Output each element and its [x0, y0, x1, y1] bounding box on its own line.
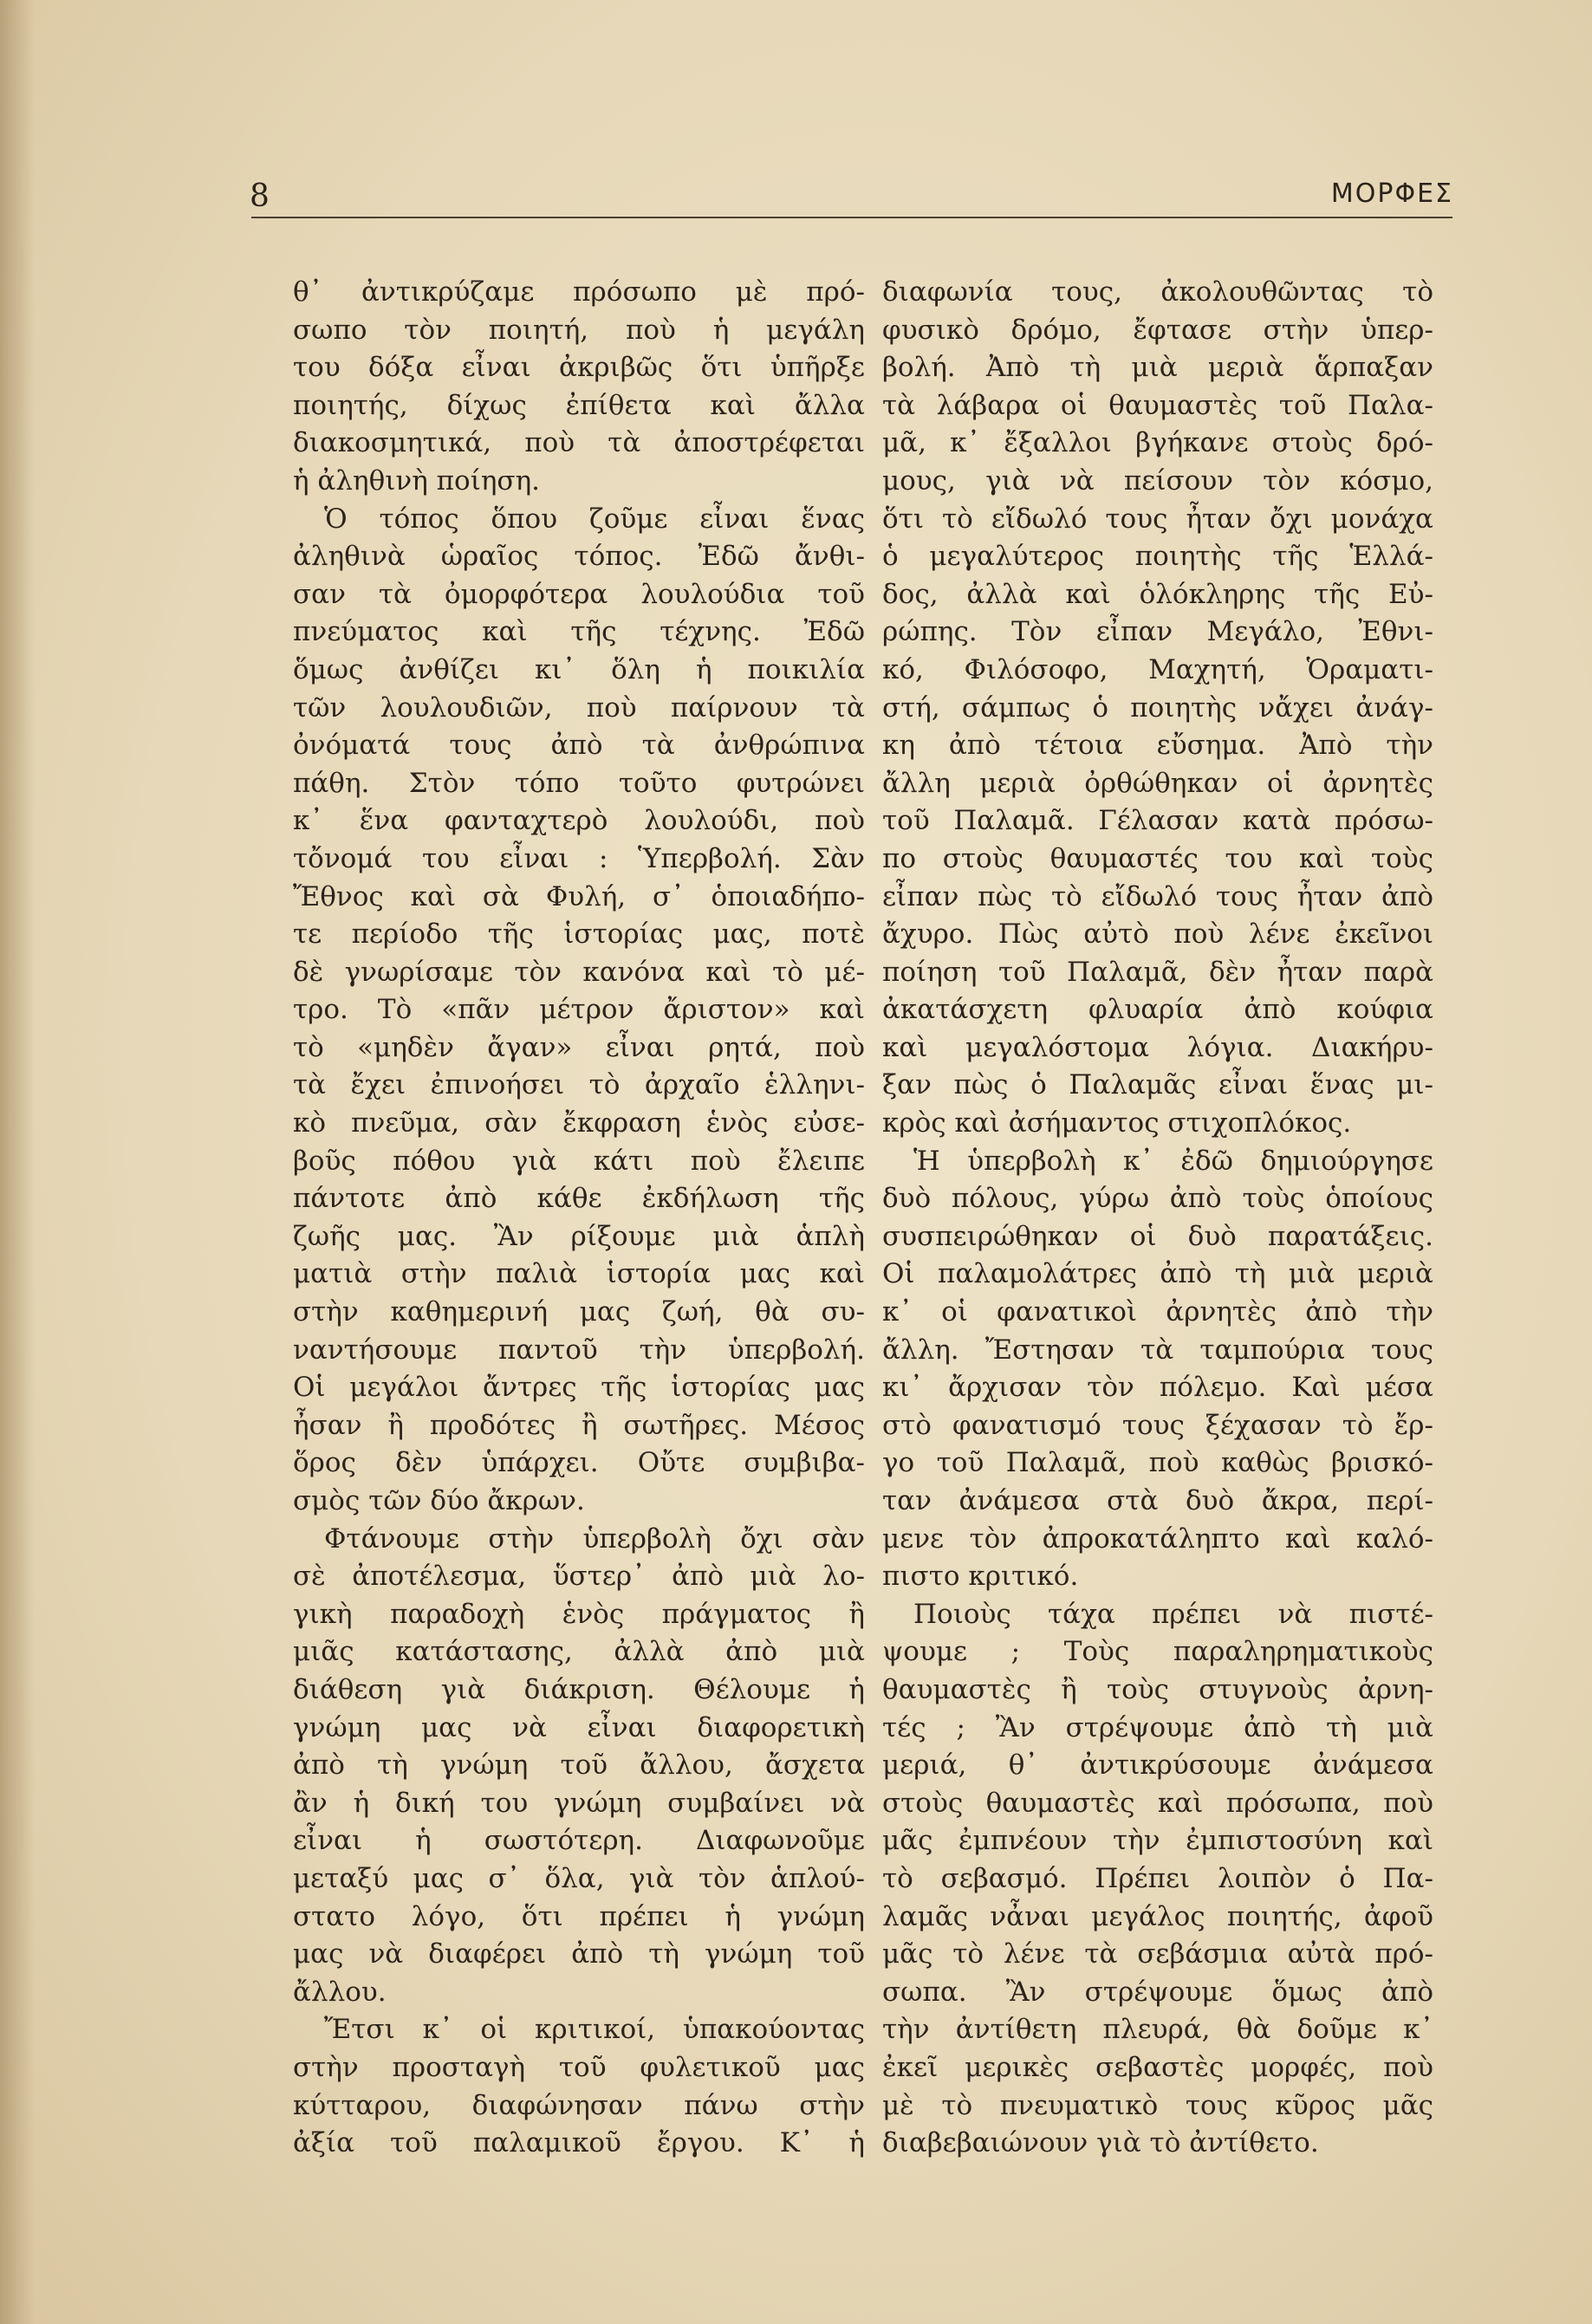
- text-line: φυσικὸ δρόμο, ἔφτασε στὴν ὑπερ-: [882, 314, 1433, 346]
- text-line: γνώμη μας νὰ εἶναι διαφορετικὴ: [293, 1711, 865, 1743]
- text-line: μενε τὸν ἀπροκατάληπτο καὶ καλό-: [882, 1522, 1433, 1555]
- text-line: κύτταρου, διαφώνησαν πάνω στὴν: [293, 2089, 865, 2121]
- text-line: πιστο κριτικό.: [882, 1561, 1079, 1593]
- text-line: τε περίοδο τῆς ἱστορίας μας, ποτὲ: [293, 919, 865, 951]
- page-edge-shadow: [0, 0, 35, 2324]
- text-line: καὶ μεγαλόστομα λόγια. Διακήρυ-: [882, 1031, 1433, 1063]
- text-line: ἂν ἡ δική του γνώμη συμβαίνει νὰ: [293, 1787, 865, 1819]
- text-line: Οἱ μεγάλοι ἄντρες τῆς ἱστορίας μας: [293, 1372, 865, 1404]
- running-head: ΜΟΡΦΕΣ: [1330, 179, 1453, 209]
- text-line: Οἱ παλαμολάτρες ἀπὸ τὴ μιὰ μεριὰ: [882, 1258, 1433, 1290]
- text-line: λαμᾶς νἆναι μεγάλος ποιητής, ἀφοῦ: [882, 1900, 1433, 1932]
- text-line: διάθεση γιὰ διάκριση. Θέλουμε ἡ: [293, 1673, 865, 1705]
- text-line: βοῦς πόθου γιὰ κάτι ποὺ ἔλειπε: [293, 1145, 865, 1177]
- text-line: σωπο τὸν ποιητή, ποὺ ἡ μεγάλη: [293, 314, 865, 346]
- text-line: κ᾿ ἕνα φανταχτερὸ λουλούδι, ποὺ: [293, 805, 865, 837]
- text-line: ὀνόματά τους ἀπὸ τὰ ἀνθρώπινα: [293, 730, 865, 762]
- text-line: ὁ μεγαλύτερος ποιητὴς τῆς Ἑλλά-: [882, 541, 1433, 573]
- text-line: στοὺς θαυμαστὲς καὶ πρόσωπα, ποὺ: [882, 1787, 1433, 1819]
- text-line: τῶν λουλουδιῶν, ποὺ παίρνουν τὰ: [293, 691, 865, 724]
- text-line: θαυμαστὲς ἢ τοὺς στυγνοὺς ἀρνη-: [882, 1673, 1433, 1705]
- text-line: ποίηση τοῦ Παλαμᾶ, δὲν ἦταν παρὰ: [882, 956, 1433, 988]
- left-column: [293, 274, 865, 2163]
- text-line: δὲ γνωρίσαμε τὸν κανόνα καὶ τὸ μέ-: [293, 956, 865, 988]
- text-line: μας νὰ διαφέρει ἀπὸ τὴ γνώμη τοῦ: [293, 1938, 865, 1970]
- text-line: βολή. Ἀπὸ τὴ μιὰ μεριὰ ἅρπαξαν: [882, 352, 1433, 384]
- text-line: Φτάνουμε στὴν ὑπερβολὴ ὄχι σὰν: [324, 1522, 865, 1555]
- text-line: τὄνομά του εἶναι : Ὑπερβολή. Σὰν: [293, 842, 865, 874]
- text-line: κό, Φιλόσοφο, Μαχητή, Ὁραματι-: [882, 653, 1433, 685]
- text-line: τρο. Τὸ «πᾶν μέτρον ἄριστον» καὶ: [293, 994, 865, 1026]
- text-line: τὰ ἔχει ἐπινοήσει τὸ ἀρχαῖο ἑλληνι-: [293, 1069, 865, 1101]
- text-line: ὅτι τὸ εἴδωλό τους ἦταν ὄχι μονάχα: [882, 503, 1433, 535]
- text-line: ἄχυρο. Πὼς αὐτὸ ποὺ λένε ἐκεῖνοι: [882, 919, 1433, 951]
- text-line: δος, ἀλλὰ καὶ ὁλόκληρης τῆς Εὐ-: [882, 578, 1433, 610]
- text-line: στὸ φανατισμό τους ξέχασαν τὸ ἔρ-: [882, 1409, 1433, 1441]
- text-line: Ποιοὺς τάχα πρέπει νὰ πιστέ-: [913, 1598, 1433, 1630]
- text-line: Ὁ τόπος ὅπου ζοῦμε εἶναι ἕνας: [324, 503, 865, 535]
- text-line: πάντοτε ἀπὸ κάθε ἐκδήλωση τῆς: [293, 1183, 865, 1215]
- text-line: ἀκατάσχετη φλυαρία ἀπὸ κούφια: [882, 994, 1433, 1026]
- text-line: Ἡ ὑπερβολὴ κ᾿ ἐδῶ δημιούργησε: [913, 1145, 1433, 1177]
- text-line: ἀξία τοῦ παλαμικοῦ ἔργου. Κ᾿ ἡ: [293, 2127, 865, 2159]
- paragraph: [882, 1143, 1433, 1596]
- text-line: Ἔτσι κ᾿ οἱ κριτικοί, ὑπακούοντας: [324, 2014, 865, 2046]
- text-line: μᾶς τὸ λένε τὰ σεβάσμια αὐτὰ πρό-: [882, 1938, 1433, 1970]
- text-line: μεριά, θ᾿ ἀντικρύσουμε ἀνάμεσα: [882, 1749, 1433, 1782]
- right-column: [882, 274, 1433, 2163]
- text-line: ὅρος δὲν ὑπάρχει. Οὔτε συμβιβα-: [293, 1447, 865, 1479]
- text-line: ὅμως ἀνθίζει κι᾿ ὅλη ἡ ποικιλία: [293, 653, 865, 685]
- text-line: κη ἀπὸ τέτοια εὔσημα. Ἀπὸ τὴν: [882, 730, 1433, 762]
- text-line: ἄλλου.: [293, 1976, 387, 2008]
- header-rule: [251, 217, 1452, 218]
- text-line: τὴν ἀντίθετη πλευρά, θὰ δοῦμε κ᾿: [882, 2014, 1433, 2046]
- text-line: συσπειρώθηκαν οἱ δυὸ παρατάξεις.: [882, 1220, 1433, 1252]
- text-line: στή, σάμπως ὁ ποιητὴς νἄχει ἀνάγ-: [882, 691, 1433, 724]
- text-line: ρώπης. Τὸν εἶπαν Μεγάλο, Ἐθνι-: [882, 616, 1433, 648]
- text-line: κ᾿ οἱ φανατικοὶ ἀρνητὲς ἀπὸ τὴν: [882, 1296, 1433, 1328]
- text-line: εἶναι ἡ σωστότερη. Διαφωνοῦμε: [293, 1825, 865, 1857]
- text-line: μᾶς ἐμπνέουν τὴν ἐμπιστοσύνη καὶ: [882, 1825, 1433, 1857]
- text-line: ξαν πὼς ὁ Παλαμᾶς εἶναι ἕνας μι-: [882, 1069, 1433, 1101]
- text-line: ἀληθινὰ ὡραῖος τόπος. Ἐδῶ ἄνθι-: [293, 541, 865, 573]
- text-line: ἡ ἀληθινὴ ποίηση.: [293, 464, 541, 497]
- text-line: στὴν καθημερινή μας ζωή, θὰ συ-: [293, 1296, 865, 1328]
- text-line: γο τοῦ Παλαμᾶ, ποὺ καθὼς βρισκό-: [882, 1447, 1433, 1479]
- text-line: τὸ σεβασμό. Πρέπει λοιπὸν ὁ Πα-: [882, 1862, 1433, 1894]
- text-line: ματιὰ στὴν παλιὰ ἱστορία μας καὶ: [293, 1258, 865, 1290]
- text-line: κι᾿ ἄρχισαν τὸν πόλεμο. Καὶ μέσα: [882, 1372, 1433, 1404]
- text-line: διακοσμητικά, ποὺ τὰ ἀποστρέφεται: [293, 427, 865, 459]
- text-line: σαν τὰ ὀμορφότερα λουλούδια τοῦ: [293, 578, 865, 610]
- text-line: τοῦ Παλαμᾶ. Γέλασαν κατὰ πρόσω-: [882, 805, 1433, 837]
- text-line: Ἔθνος καὶ σὰ Φυλή, σ᾿ ὁποιαδήπο-: [293, 880, 865, 912]
- paragraph: [293, 274, 865, 501]
- paragraph: [293, 501, 865, 1521]
- text-line: μὲ τὸ πνευματικὸ τους κῦρος μᾶς: [882, 2089, 1433, 2121]
- page-number: 8: [250, 179, 270, 214]
- paragraph: [293, 1521, 865, 2012]
- text-line: ταν ἀνάμεσα στὰ δυὸ ἄκρα, περί-: [882, 1485, 1433, 1516]
- text-line: σὲ ἀποτέλεσμα, ὕστερ᾿ ἀπὸ μιὰ λο-: [293, 1561, 865, 1593]
- text-line: θ᾿ ἀντικρύζαμε πρόσωπο μὲ πρό-: [293, 276, 865, 308]
- text-line: ναντήσουμε παντοῦ τὴν ὑπερβολή.: [293, 1334, 865, 1366]
- text-line: τὸ «μηδὲν ἄγαν» εἶναι ρητά, ποὺ: [293, 1031, 865, 1063]
- text-line: γικὴ παραδοχὴ ἑνὸς πράγματος ἢ: [293, 1598, 865, 1630]
- text-line: ψουμε ; Τοὺς παραληρηματικοὺς: [882, 1636, 1433, 1668]
- text-line: τὰ λάβαρα οἱ θαυμαστὲς τοῦ Παλα-: [882, 389, 1433, 421]
- text-line: ἦσαν ἢ προδότες ἢ σωτῆρες. Μέσος: [293, 1409, 865, 1441]
- text-line: ἀπὸ τὴ γνώμη τοῦ ἄλλου, ἄσχετα: [293, 1749, 865, 1782]
- text-line: τές ; Ἂν στρέψουμε ἀπὸ τὴ μιὰ: [882, 1711, 1433, 1743]
- text-line: του δόξα εἶναι ἀκριβῶς ὅτι ὑπῆρξε: [293, 352, 865, 384]
- text-line: ἐκεῖ μερικὲς σεβαστὲς μορφές, ποὺ: [882, 2051, 1433, 2083]
- text-line: εἶπαν πὼς τὸ εἴδωλό τους ἦταν ἀπὸ: [882, 880, 1433, 912]
- text-line: στατο λόγο, ὅτι πρέπει ἡ γνώμη: [293, 1900, 865, 1932]
- text-line: μιᾶς κατάστασης, ἀλλὰ ἀπὸ μιὰ: [293, 1636, 865, 1668]
- text-line: πνεύματος καὶ τῆς τέχνης. Ἐδῶ: [293, 616, 865, 648]
- text-line: ζωῆς μας. Ἂν ρίξουμε μιὰ ἁπλὴ: [293, 1220, 865, 1252]
- text-line: κρὸς καὶ ἀσήμαντος στιχοπλόκος.: [882, 1107, 1352, 1139]
- text-line: πάθη. Στὸν τόπο τοῦτο φυτρώνει: [293, 767, 865, 799]
- paragraph: [882, 1596, 1433, 2163]
- text-line: πο στοὺς θαυμαστές του καὶ τοὺς: [882, 842, 1433, 874]
- text-line: ἄλλη. Ἔστησαν τὰ ταμπούρια τους: [882, 1334, 1433, 1366]
- text-line: κὸ πνεῦμα, σὰν ἔκφραση ἑνὸς εὐσε-: [293, 1107, 865, 1139]
- paragraph: [882, 274, 1433, 1143]
- text-line: μους, γιὰ νὰ πείσουν τὸν κόσμο,: [882, 464, 1433, 497]
- text-line: μεταξύ μας σ᾿ ὅλα, γιὰ τὸν ἁπλού-: [293, 1862, 865, 1894]
- paragraph: [293, 2011, 865, 2162]
- text-line: διαβεβαιώνουν γιὰ τὸ ἀντίθετο.: [882, 2127, 1319, 2159]
- text-line: ποιητής, δίχως ἐπίθετα καὶ ἄλλα: [293, 389, 865, 421]
- text-line: δυὸ πόλους, γύρω ἀπὸ τοὺς ὁποίους: [882, 1183, 1433, 1215]
- text-line: σμὸς τῶν δύο ἄκρων.: [293, 1485, 585, 1516]
- text-line: ἄλλη μεριὰ ὀρθώθηκαν οἱ ἀρνητὲς: [882, 767, 1433, 799]
- text-line: μᾶ, κ᾿ ἔξαλλοι βγήκανε στοὺς δρό-: [882, 427, 1433, 459]
- text-line: στὴν προσταγὴ τοῦ φυλετικοῦ μας: [293, 2051, 865, 2083]
- text-line: διαφωνία τους, ἀκολουθῶντας τὸ: [882, 276, 1433, 308]
- text-line: σωπα. Ἂν στρέψουμε ὅμως ἀπὸ: [882, 1976, 1433, 2008]
